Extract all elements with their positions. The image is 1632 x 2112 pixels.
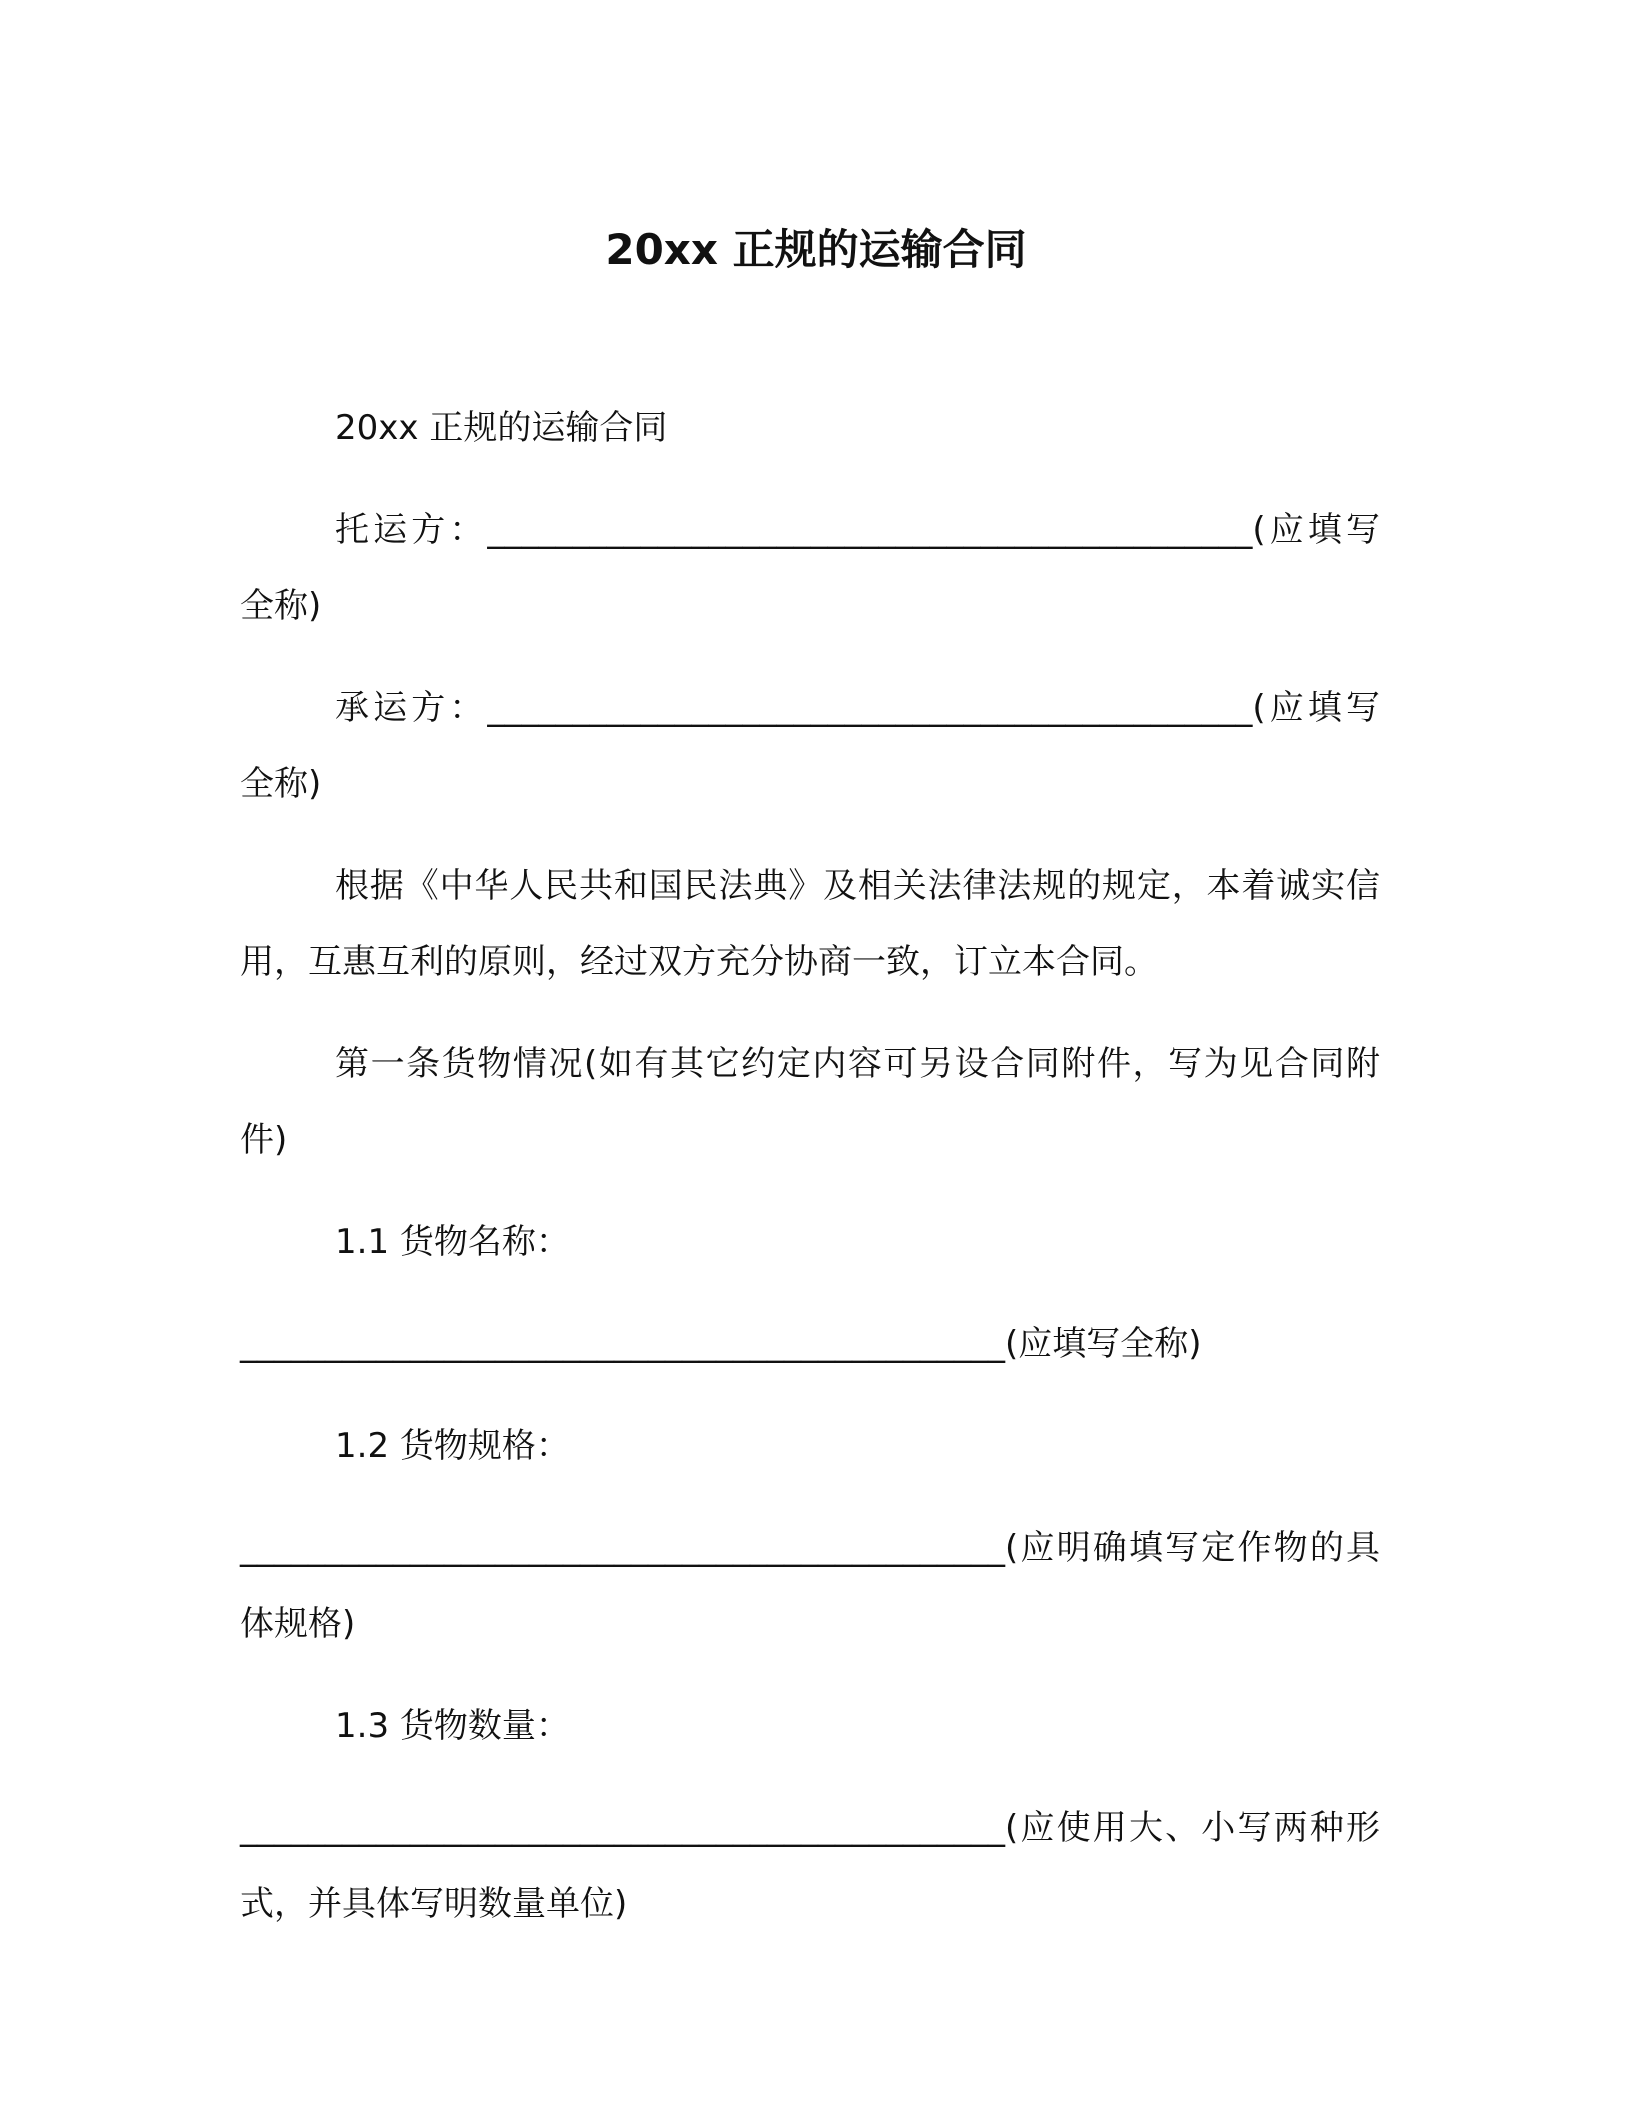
subtitle-paragraph: 20xx 正规的运输合同 bbox=[335, 408, 668, 448]
goods-quantity-blank: _____________________________________________(应使用大、小写两种形式，并具体写明数量单位) bbox=[240, 1808, 1380, 1924]
consignor-field: 托运方：_____________________________________________(应填写全称) bbox=[240, 510, 1380, 626]
goods-spec-label: 1.2 货物规格： bbox=[335, 1426, 570, 1466]
article-one-heading: 第一条货物情况(如有其它约定内容可另设合同附件，写为见合同附件) bbox=[240, 1044, 1380, 1160]
carrier-field: 承运方：_____________________________________________(应填写全称) bbox=[240, 688, 1380, 804]
goods-name-label: 1.1 货物名称： bbox=[335, 1222, 570, 1262]
preamble-paragraph: 根据《中华人民共和国民法典》及相关法律法规的规定，本着诚实信用，互惠互利的原则，经过双方充分协商一致，订立本合同。 bbox=[240, 866, 1380, 982]
goods-quantity-label: 1.3 货物数量： bbox=[335, 1706, 570, 1746]
document-title: 20xx 正规的运输合同 bbox=[605, 225, 1027, 274]
document-body bbox=[240, 390, 1380, 1968]
goods-spec-blank: _____________________________________________(应明确填写定作物的具体规格) bbox=[240, 1528, 1380, 1644]
goods-name-blank: _____________________________________________(应填写全称) bbox=[240, 1324, 1202, 1364]
